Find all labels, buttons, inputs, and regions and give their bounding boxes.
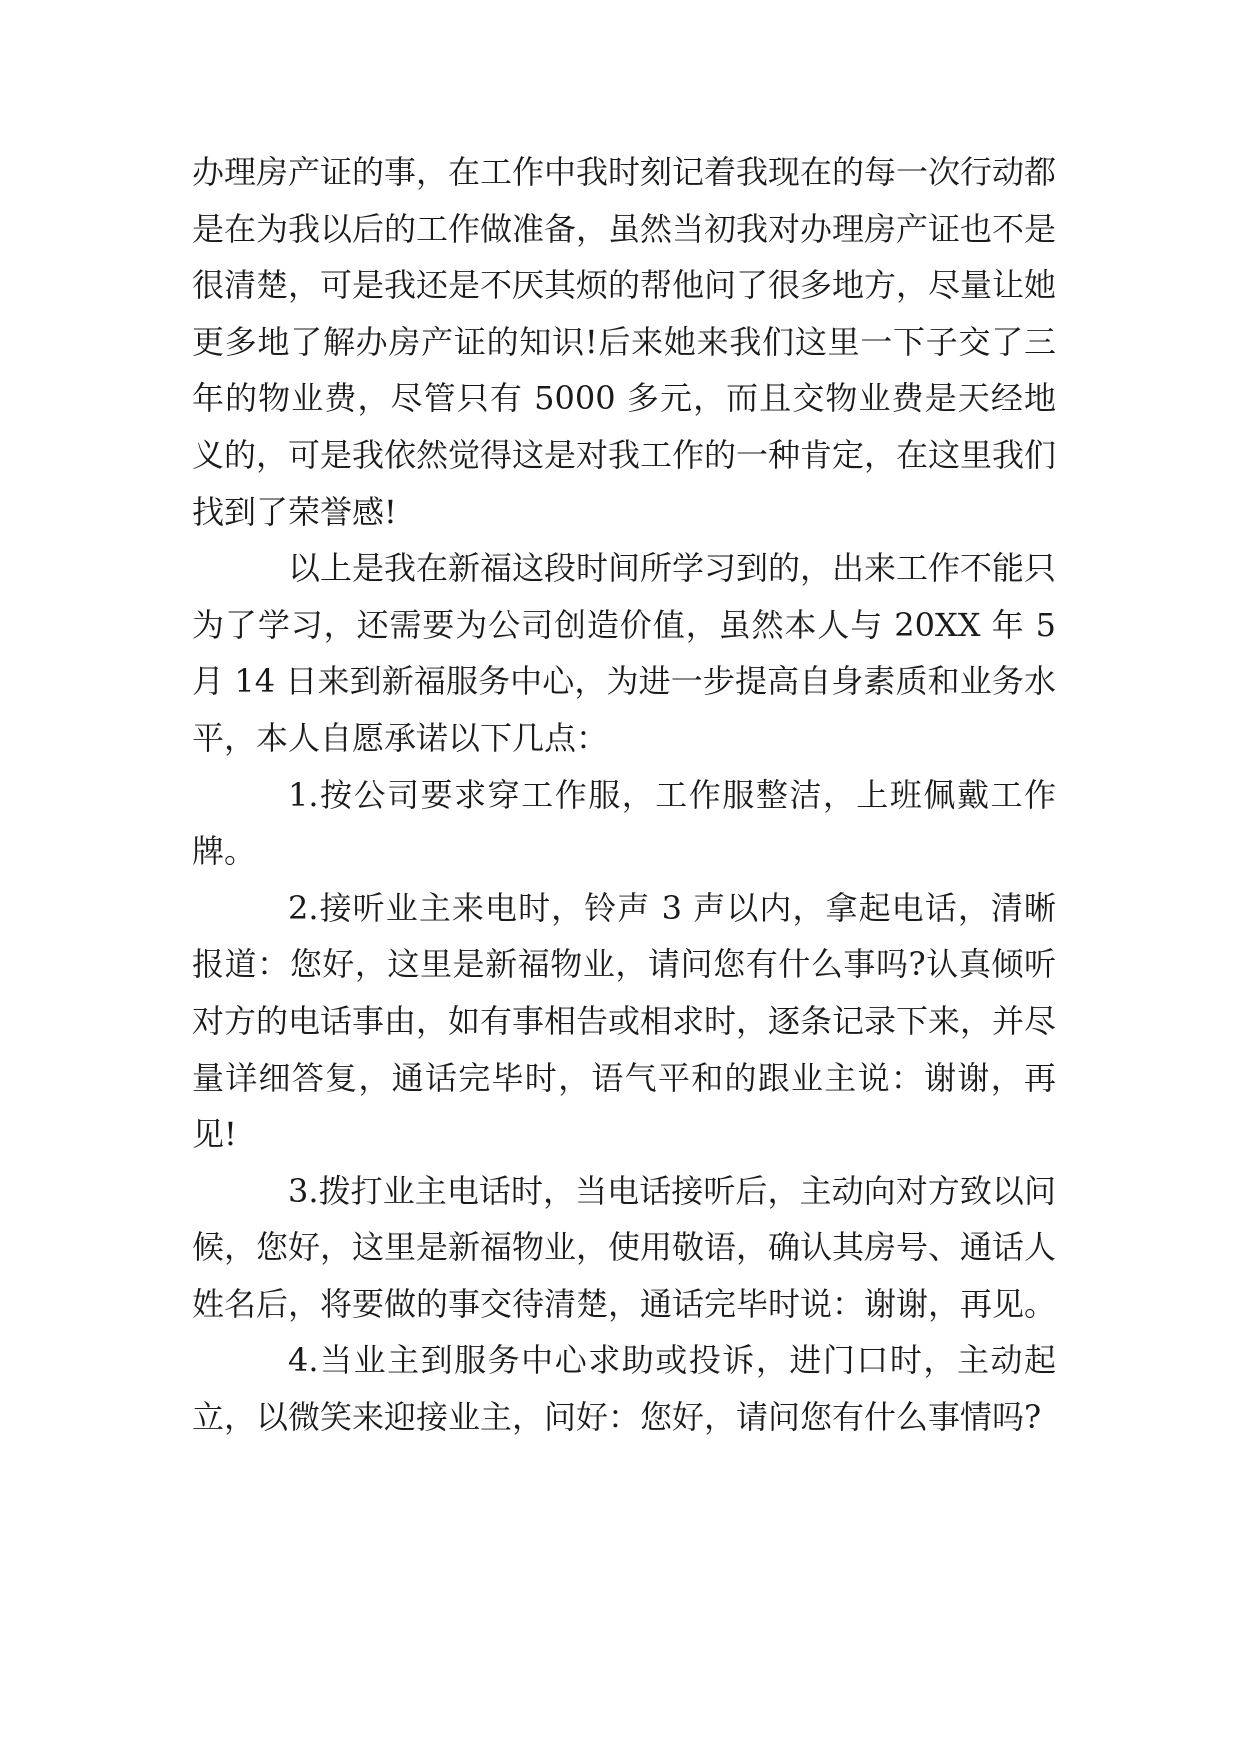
paragraph-item-1: 1.按公司要求穿工作服，工作服整洁，上班佩戴工作牌。 [192,775,1056,871]
paragraph-item-3: 3.拨打业主电话时，当电话接听后，主动向对方致以问候，您好，这里是新福物业，使用敬语，确认其房号、通话人姓名后，将要做的事交待清楚，通话完毕时说：谢谢，再见。 [192,1171,1057,1323]
document-body [192,144,1056,1446]
paragraph-item-2: 2.接听业主来电时，铃声 3 声以内，拿起电话，清晰报道：您好，这里是新福物业，请问您有什么事吗?认真倾听对方的电话事由，如有事相告或相求时，逐条记录下来，并尽量详细答复，通话完毕时，语气平和的跟业主说：谢谢，再见! [192,888,1057,1154]
paragraph-item-4: 4.当业主到服务中心求助或投诉，进门口时，主动起立，以微笑来迎接业主，问好：您好，请问您有什么事情吗? [192,1341,1056,1437]
paragraph-summary: 以上是我在新福这段时间所学习到的，出来工作不能只为了学习，还需要为公司创造价值，虽然本人与 20XX 年 5 月 14 日来到新福服务中心，为进一步提高自身素质和业务水平，本人自愿承诺以下几点： [192,549,1057,757]
paragraph-continuation: 办理房产证的事，在工作中我时刻记着我现在的每一次行动都是在为我以后的工作做准备，虽然当初我对办理房产证也不是很清楚，可是我还是不厌其烦的帮他问了很多地方，尽量让她更多地了解办房产证的知识!后来她来我们这里一下子交了三年的物业费，尽管只有 5000 多元，而且交物业费是天经地义的，可是我依然觉得这是对我工作的一种肯定，在这里我们找到了荣誉感! [192,153,1057,531]
